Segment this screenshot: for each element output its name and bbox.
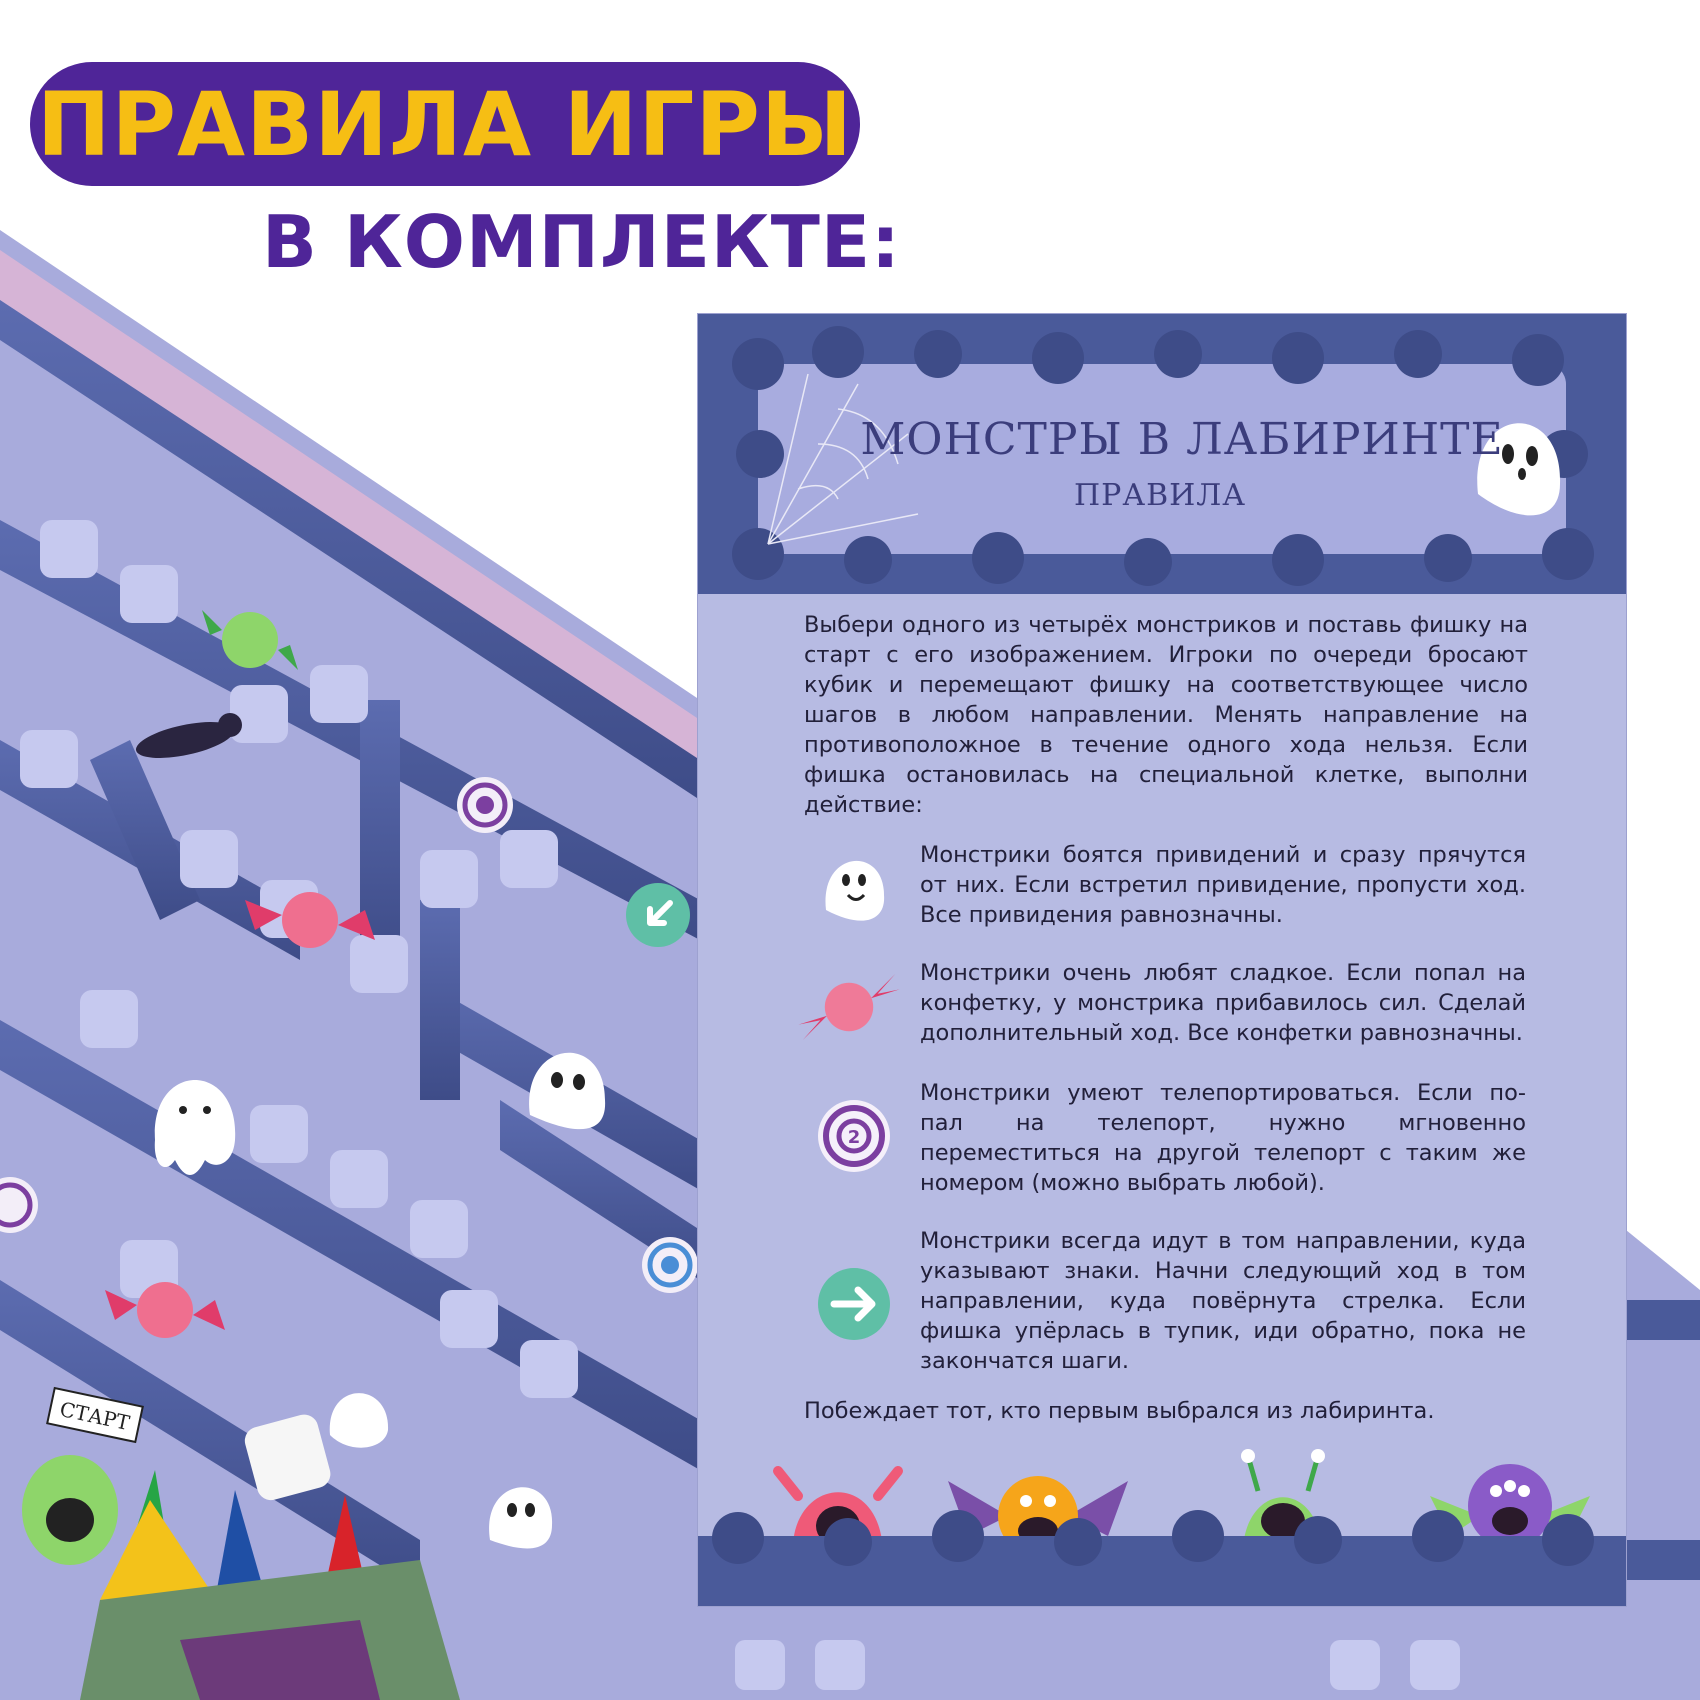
teleport-number: 2 [847,1127,861,1148]
candy-icon [794,952,904,1062]
outro-text: Побеждает тот, кто первым выбрался из лабиринта. [804,1398,1435,1424]
rule-arrow [698,1226,1626,1386]
rule-teleport [698,1078,1626,1238]
page-title: ПРАВИЛА ИГРЫ [36,72,854,176]
ghost-icon [804,840,904,940]
rule-ghost-text: Монстрики боятся привидений и сразу прячутся от них. Если встретил привидение, пропусти ход. Все привидения равнозначны. [920,842,1526,928]
rule-arrow-text: Монстрики всегда идут в том направлении, куда указывают знаки. Начни следующий ход в том направлении, куда повёрнута стрелка. Если фишка упёрлась в тупик, иди обратно, пока не закончатся шаги. [920,1228,1526,1374]
intro-text: Выбери одного из четырёх монстриков и поставь фишку на старт с его изображением. Игроки по очереди бросают кубик и перемещают фишку на соответствующее число шагов в любом направлении. Менять направление на противоположное в течение одного хода нельзя. Если фишка остановилась на специальной клетке, выполни действие: [804,612,1528,818]
rule-teleport-text: Монстрики умеют телепортироваться. Если по-пал на телепорт, нужно мгновенно переместиться на другой телепорт с таким же номером (можно выбрать любой). [920,1080,1526,1196]
card-subtitle: ПРАВИЛА [1074,478,1247,513]
arrow-right-icon [804,1254,904,1354]
board-monster [22,1455,118,1565]
card-title: МОНСТРЫ В ЛАБИРИНТЕ [860,414,1504,465]
board-teleport [457,777,513,833]
board-arrow-sign [626,883,690,947]
start-label: СТАРТ [57,1396,132,1436]
rules-card [698,314,1626,1606]
rule-candy-text: Монстрики очень любят сладкое. Если попал на конфетку, у монстрика прибавилось сил. Сделай дополнительный ход. Все конфетки равнозначны. [920,960,1526,1046]
page-subtitle: В КОМПЛЕКТЕ: [262,200,901,284]
board-ghost [155,1080,235,1175]
card-footer-art [698,1416,1626,1606]
teleport-icon [804,1086,904,1186]
board-teleport [642,1237,698,1293]
